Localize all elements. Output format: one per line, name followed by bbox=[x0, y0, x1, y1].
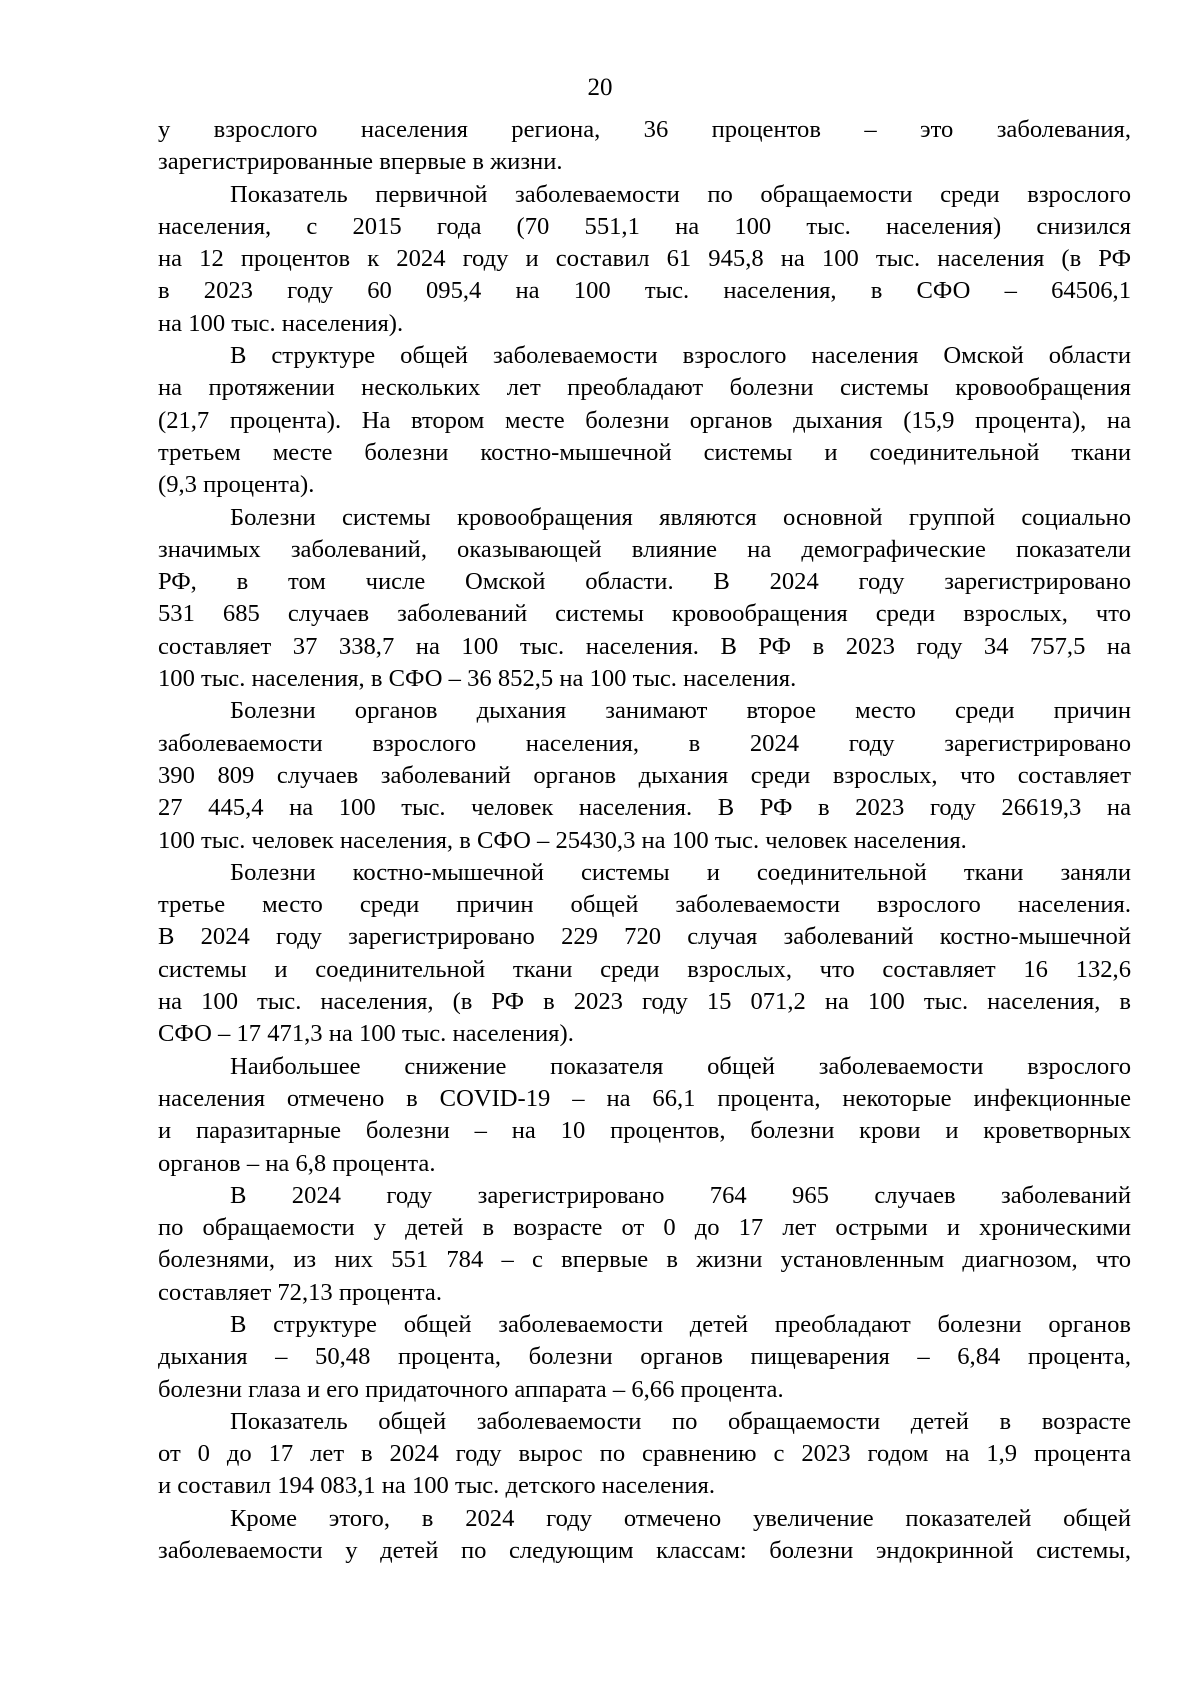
text-line: составляет 37 338,7 на 100 тыс. населения. В РФ в 2023 году 34 757,5 на bbox=[158, 632, 1131, 660]
text-line: болезни глаза и его придаточного аппарата – 6,66 процента. bbox=[158, 1375, 784, 1403]
text-line: на 12 процентов к 2024 году и составил 61 945,8 на 100 тыс. населения (в РФ bbox=[158, 245, 1131, 273]
text-line: 100 тыс. населения, в СФО – 36 852,5 на 100 тыс. населения. bbox=[158, 665, 797, 693]
paragraph bbox=[158, 1309, 1131, 1406]
paragraph bbox=[158, 1406, 1131, 1503]
text-line: (9,3 процента). bbox=[158, 471, 315, 499]
text-line: РФ, в том числе Омской области. В 2024 году зарегистрировано bbox=[158, 568, 1131, 596]
paragraph bbox=[158, 1180, 1131, 1309]
text-line: на 100 тыс. населения). bbox=[158, 309, 404, 337]
text-line: Кроме этого, в 2024 году отмечено увеличение показателей общей bbox=[230, 1504, 1131, 1532]
text-line: и паразитарные болезни – на 10 процентов, болезни крови и кроветворных bbox=[158, 1117, 1131, 1145]
text-line: заболеваемости взрослого населения, в 2024 году зарегистрировано bbox=[158, 729, 1131, 757]
text-line: населения отмечено в COVID-19 – на 66,1 процента, некоторые инфекционные bbox=[158, 1084, 1131, 1112]
paragraph bbox=[158, 179, 1131, 340]
text-line: органов – на 6,8 процента. bbox=[158, 1149, 436, 1177]
text-line: на протяжении нескольких лет преобладают болезни системы кровообращения bbox=[158, 374, 1131, 402]
paragraph bbox=[158, 1503, 1131, 1568]
paragraph bbox=[158, 340, 1131, 501]
text-line: Показатель первичной заболеваемости по обращаемости среди взрослого bbox=[230, 180, 1131, 208]
text-line: зарегистрированные впервые в жизни. bbox=[158, 148, 563, 176]
paragraph bbox=[158, 1051, 1131, 1180]
text-line: от 0 до 17 лет в 2024 году вырос по сравнению с 2023 годом на 1,9 процента bbox=[158, 1440, 1131, 1468]
text-line: болезнями, из них 551 784 – с впервые в жизни установленным диагнозом, что bbox=[158, 1246, 1131, 1274]
text-line: 27 445,4 на 100 тыс. человек населения. В РФ в 2023 году 26619,3 на bbox=[158, 794, 1131, 822]
text-line: В структуре общей заболеваемости детей преобладают болезни органов bbox=[230, 1310, 1131, 1338]
text-line: населения, с 2015 года (70 551,1 на 100 тыс. населения) снизился bbox=[158, 212, 1131, 240]
text-line: В структуре общей заболеваемости взрослого населения Омской области bbox=[230, 342, 1131, 370]
text-line: системы и соединительной ткани среди взрослых, что составляет 16 132,6 bbox=[158, 955, 1131, 983]
text-line: составляет 72,13 процента. bbox=[158, 1278, 442, 1306]
text-line: В 2024 году зарегистрировано 229 720 случая заболеваний костно-мышечной bbox=[158, 923, 1131, 951]
paragraph bbox=[158, 695, 1131, 856]
paragraph bbox=[158, 857, 1131, 1051]
text-line: СФО – 17 471,3 на 100 тыс. населения). bbox=[158, 1020, 574, 1048]
text-line: 531 685 случаев заболеваний системы кровообращения среди взрослых, что bbox=[158, 600, 1131, 628]
text-line: третье место среди причин общей заболеваемости взрослого населения. bbox=[158, 891, 1131, 919]
text-line: по обращаемости у детей в возрасте от 0 до 17 лет острыми и хроническими bbox=[158, 1214, 1131, 1242]
paragraph bbox=[158, 502, 1131, 696]
text-line: Болезни костно-мышечной системы и соединительной ткани заняли bbox=[230, 858, 1131, 886]
text-line: 100 тыс. человек населения, в СФО – 25430,3 на 100 тыс. человек населения. bbox=[158, 826, 967, 854]
page-number: 20 bbox=[587, 74, 613, 101]
text-line: (21,7 процента). На втором месте болезни органов дыхания (15,9 процента), на bbox=[158, 406, 1131, 434]
text-line: и составил 194 083,1 на 100 тыс. детского населения. bbox=[158, 1472, 715, 1500]
text-line: дыхания – 50,48 процента, болезни органов пищеварения – 6,84 процента, bbox=[158, 1343, 1131, 1371]
text-line: 390 809 случаев заболеваний органов дыхания среди взрослых, что составляет bbox=[158, 761, 1131, 789]
text-line: на 100 тыс. населения, (в РФ в 2023 году 15 071,2 на 100 тыс. населения, в bbox=[158, 988, 1131, 1016]
text-line: Наибольшее снижение показателя общей заболеваемости взрослого bbox=[230, 1052, 1131, 1080]
text-line: в 2023 году 60 095,4 на 100 тыс. населения, в СФО – 64506,1 bbox=[158, 277, 1131, 305]
text-line: Болезни органов дыхания занимают второе место среди причин bbox=[230, 697, 1131, 725]
text-line: В 2024 году зарегистрировано 764 965 случаев заболеваний bbox=[230, 1181, 1131, 1209]
text-line: заболеваемости у детей по следующим классам: болезни эндокринной системы, bbox=[158, 1537, 1131, 1565]
text-line: третьем месте болезни костно-мышечной системы и соединительной ткани bbox=[158, 438, 1131, 466]
text-line: значимых заболеваний, оказывающей влияние на демографические показатели bbox=[158, 535, 1131, 563]
text-line: у взрослого населения региона, 36 процентов – это заболевания, bbox=[158, 116, 1131, 143]
paragraph bbox=[158, 114, 1131, 179]
document-body bbox=[158, 114, 1131, 1567]
text-line: Болезни системы кровообращения являются основной группой социально bbox=[230, 503, 1131, 531]
text-line: Показатель общей заболеваемости по обращаемости детей в возрасте bbox=[230, 1407, 1131, 1435]
